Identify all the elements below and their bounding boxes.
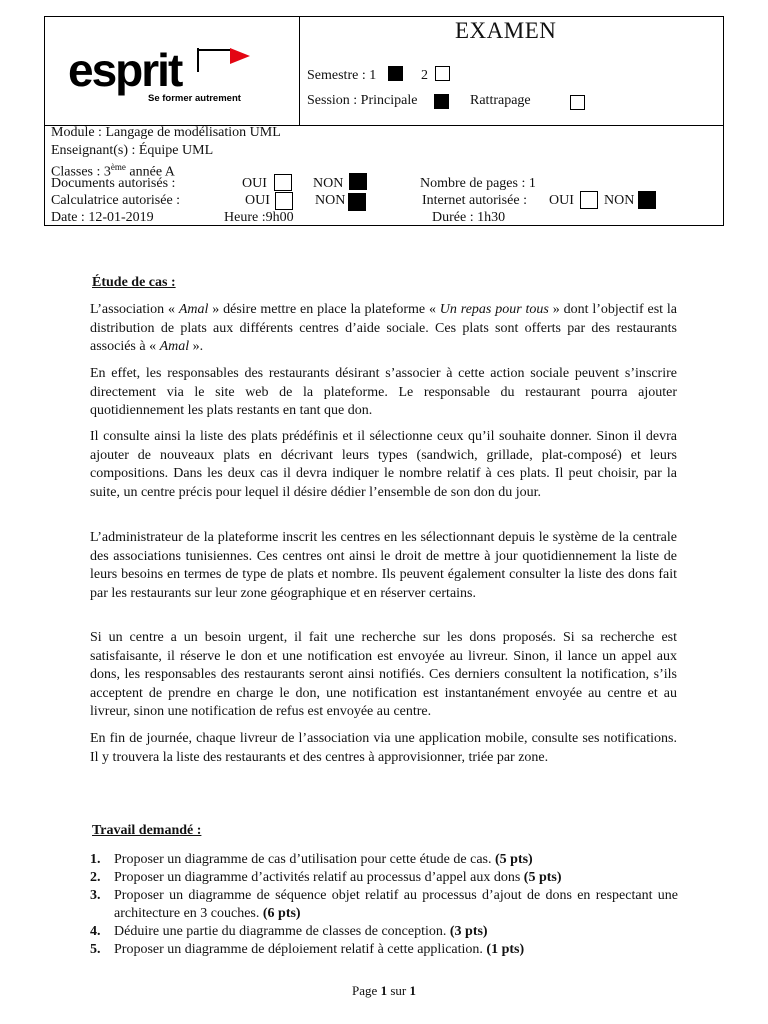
logo-wordmark: esprit [68, 44, 182, 96]
semester-label: Semestre : 1 [307, 68, 377, 83]
p1-part-b: » désire mettre en place la plateforme « [208, 302, 440, 317]
task-points: (6 pts) [262, 906, 301, 921]
nombre-pages: Nombre de pages : 1 [420, 176, 536, 191]
task-number: 4. [90, 924, 101, 939]
calculatrice-oui-label: OUI [245, 193, 270, 208]
session-principale-checkbox[interactable] [434, 94, 449, 109]
p1-part-a: L’association « [90, 302, 179, 317]
task-number: 5. [90, 942, 101, 957]
paragraph-2: En effet, les responsables des restaurants désirant s’associer à cette action sociale peuvent s’inscrire directement via le site web de la plateforme. Le responsable du restaurant pourra ajouter quotidiennement les plats restants en tant que don. [90, 366, 677, 418]
p1-platform-name: Un repas pour tous [439, 302, 549, 317]
internet-oui-checkbox[interactable] [580, 191, 598, 209]
internet-non-label: NON [604, 193, 635, 208]
header-border-right [723, 16, 724, 226]
p1-amal: Amal [178, 302, 209, 317]
footer-sur-word: sur [387, 983, 410, 998]
task-item [90, 869, 678, 887]
task-number: 2. [90, 870, 101, 885]
task-text: Déduire une partie du diagramme de classes de conception. [114, 924, 450, 939]
task-text: Proposer un diagramme de cas d’utilisation pour cette étude de cas. [114, 852, 495, 867]
task-item [90, 923, 678, 941]
p1-part-d: ». [189, 339, 204, 354]
semester-2-checkbox[interactable] [435, 66, 450, 81]
logo-flag-icon [196, 46, 252, 74]
documents-label: Documents autorisés : [51, 176, 176, 191]
footer-page-number: 1 [380, 983, 388, 998]
documents-non-checkbox[interactable] [349, 173, 367, 190]
calculatrice-label: Calculatrice autorisée : [51, 193, 181, 208]
documents-non-label: NON [313, 176, 344, 191]
task-text: Proposer un diagramme de déploiement relatif à cette application. [114, 942, 487, 957]
header-border-top [44, 16, 724, 17]
session-label: Session : Principale [307, 93, 418, 108]
logo-separator [299, 16, 300, 126]
task-item [90, 887, 678, 923]
task-list [90, 851, 678, 959]
header-border-left [44, 16, 45, 226]
rattrapage-label: Rattrapage [470, 93, 531, 108]
logo-tagline: Se former autrement [148, 93, 241, 104]
classes-suffix: année A [125, 164, 175, 180]
p1-part-c: » dont l’objectif est la distribution de plats aux différents centres d’aide sociale. Ces plats sont offerts par des restaurants associés à « [90, 302, 677, 354]
travail-demande-heading: Travail demandé : [92, 823, 202, 838]
calculatrice-non-checkbox[interactable] [348, 193, 366, 211]
page-footer [0, 983, 768, 999]
internet-oui-label: OUI [549, 193, 574, 208]
task-number: 3. [90, 888, 101, 903]
calculatrice-oui-checkbox[interactable] [275, 192, 293, 210]
documents-oui-label: OUI [242, 176, 267, 191]
paragraph-4: L’administrateur de la plateforme inscrit les centres en les sélectionnant depuis le système de la centrale des associations tunisiennes. Ces centres ont ainsi le droit de mettre à jour quotidiennement la liste de leurs besoins en termes de type de plats et nombre. Ils peuvent également consulter la liste des dons fait par les restaurants sur leur zone géographique et en réserver certains. [90, 530, 677, 601]
heure-line: Heure :9h00 [224, 210, 294, 225]
paragraph-3: Il consulte ainsi la liste des plats prédéfinis et il sélectionne ceux qu’il souhaite donner. Sinon il devra ajouter de nouveaux plats en décrivant leurs types (sandwich, grillade, plat-composé) et leurs compositions. Dans les deux cas il devra indiquer le nombre relatif à ces plats. Il peut choisir, par la suite, un centre précis pour lequel il désire dédier l’ensemble de son don du jour. [90, 429, 677, 500]
task-item [90, 851, 678, 869]
task-points: (5 pts) [523, 870, 562, 885]
paragraph-6: En fin de journée, chaque livreur de l’association via une application mobile, consulte ses notifications. Il y trouvera la liste des restaurants et des centres à approvisionner, triée par zone. [90, 731, 677, 765]
semester-1-checkbox[interactable] [388, 66, 403, 81]
enseignant-line: Enseignant(s) : Équipe UML [51, 143, 214, 158]
rattrapage-checkbox[interactable] [570, 95, 585, 110]
task-number: 1. [90, 852, 101, 867]
internet-label: Internet autorisée : [422, 193, 527, 208]
module-line: Module : Langage de modélisation UML [51, 125, 281, 140]
p1-amal-2: Amal [159, 339, 190, 354]
etude-de-cas-heading: Étude de cas : [92, 275, 176, 290]
footer-page-total: 1 [409, 983, 416, 998]
duree-line: Durée : 1h30 [432, 210, 506, 225]
task-text: Proposer un diagramme d’activités relatif au processus d’appel aux dons [114, 870, 524, 885]
paragraph-5: Si un centre a un besoin urgent, il fait une recherche sur les dons proposés. Si sa recherche est satisfaisante, il réserve le don et une notification est envoyée au livreur. Sinon, il lance un appel aux dons, les responsables des restaurants seront ainsi notifiés. Ces derniers consultent la notification, s’ils acceptent de prendre en charge le don, une notification est instantanément envoyée au centre et au livreur, sinon une notification de refus est envoyée au centre. [90, 630, 677, 719]
task-text: Proposer un diagramme de séquence objet relatif au processus d’ajout de dons en respectant une architecture en 3 couches. [114, 888, 678, 921]
classes-prefix: Classes : 3 [51, 164, 111, 180]
task-item [90, 941, 678, 959]
classes-superscript: ème [110, 162, 126, 172]
task-points: (3 pts) [449, 924, 488, 939]
task-points: (1 pts) [486, 942, 525, 957]
date-line: Date : 12-01-2019 [51, 210, 154, 225]
semester-2-label: 2 [421, 68, 428, 83]
footer-page-word: Page [352, 983, 381, 998]
internet-non-checkbox[interactable] [638, 191, 656, 209]
calculatrice-non-label: NON [315, 193, 346, 208]
paragraph-1 [90, 301, 677, 357]
documents-oui-checkbox[interactable] [274, 174, 292, 191]
exam-title: EXAMEN [455, 18, 557, 43]
task-points: (5 pts) [495, 852, 533, 867]
